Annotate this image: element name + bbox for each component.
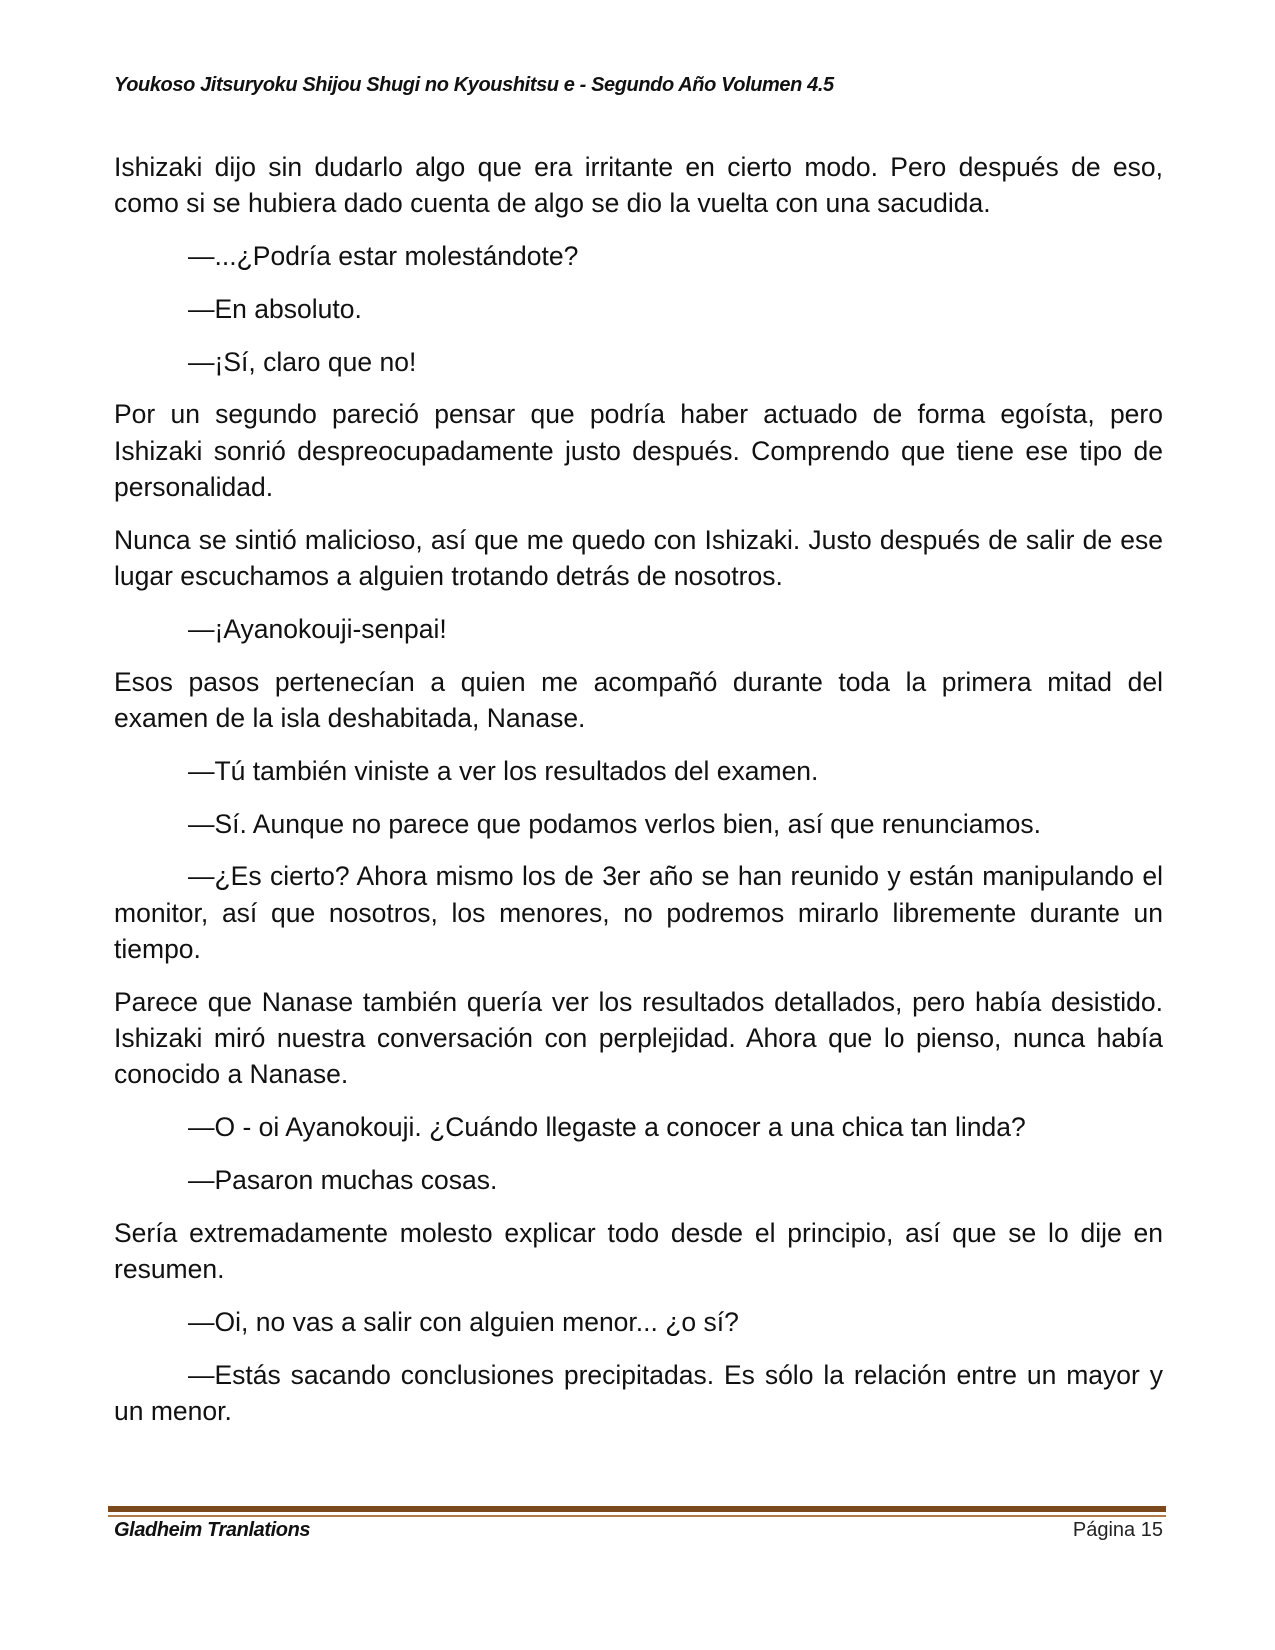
narrative-paragraph: Ishizaki dijo sin dudarlo algo que era irritante en cierto modo. Pero después de eso, como si se hubiera dado cuenta de algo se dio la vuelta con una sacudida.: [114, 152, 1163, 219]
dialogue-paragraph: —Tú también viniste a ver los resultados del examen.: [188, 755, 819, 786]
dialogue-paragraph: —Pasaron muchas cosas.: [188, 1165, 498, 1196]
narrative-paragraph: Por un segundo pareció pensar que podría haber actuado de forma egoísta, pero Ishizaki sonrió despreocupadamente justo después. Comprendo que tiene ese tipo de personalidad.: [114, 399, 1163, 503]
dialogue-paragraph: —¡Ayanokouji-senpai!: [188, 613, 447, 644]
page-number-value: 15: [1140, 1519, 1163, 1541]
dialogue-paragraph: —¿Es cierto? Ahora mismo los de 3er año se han reunido y están manipulando el monitor, así que nosotros, los menores, no podremos mirarlo libremente durante un tiempo.: [114, 861, 1163, 965]
footer-credit: Gladheim Tranlations: [114, 1519, 311, 1541]
dialogue-paragraph: —Estás sacando conclusiones precipitadas. Es sólo la relación entre un mayor y un menor.: [114, 1359, 1163, 1427]
dialogue-paragraph: —En absoluto.: [188, 293, 362, 324]
dialogue-paragraph: —Sí. Aunque no parece que podamos verlos bien, así que renunciamos.: [188, 808, 1041, 839]
dialogue-paragraph: —O - oi Ayanokouji. ¿Cuándo llegaste a conocer a una chica tan linda?: [188, 1112, 1026, 1143]
dialogue-paragraph: —...¿Podría estar molestándote?: [188, 241, 579, 272]
narrative-paragraph: Esos pasos pertenecían a quien me acompañó durante toda la primera mitad del examen de la isla deshabitada, Nanase.: [114, 666, 1163, 734]
dialogue-paragraph: —¡Sí, claro que no!: [188, 346, 417, 377]
running-header: Youkoso Jitsuryoku Shijou Shugi no Kyoushitsu e - Segundo Año Volumen 4.5: [114, 74, 834, 96]
body-text: [114, 149, 1163, 1446]
narrative-paragraph: Parece que Nanase también quería ver los resultados detallados, pero había desistido. Ishizaki miró nuestra conversación con perplejidad. Ahora que lo pienso, nunca había conocido a Nanase.: [114, 986, 1163, 1090]
footer-rule-thick: [108, 1506, 1166, 1512]
page-label: Página: [1072, 1519, 1136, 1541]
page-number: [1073, 1519, 1163, 1542]
dialogue-paragraph: —Oi, no vas a salir con alguien menor... ¿o sí?: [188, 1306, 739, 1337]
narrative-paragraph: Nunca se sintió malicioso, así que me quedo con Ishizaki. Justo después de salir de ese lugar escuchamos a alguien trotando detrás de nosotros.: [114, 524, 1163, 592]
narrative-paragraph: Sería extremadamente molesto explicar todo desde el principio, así que se lo dije en resumen.: [114, 1217, 1163, 1285]
footer-rule-thin: [108, 1515, 1166, 1517]
